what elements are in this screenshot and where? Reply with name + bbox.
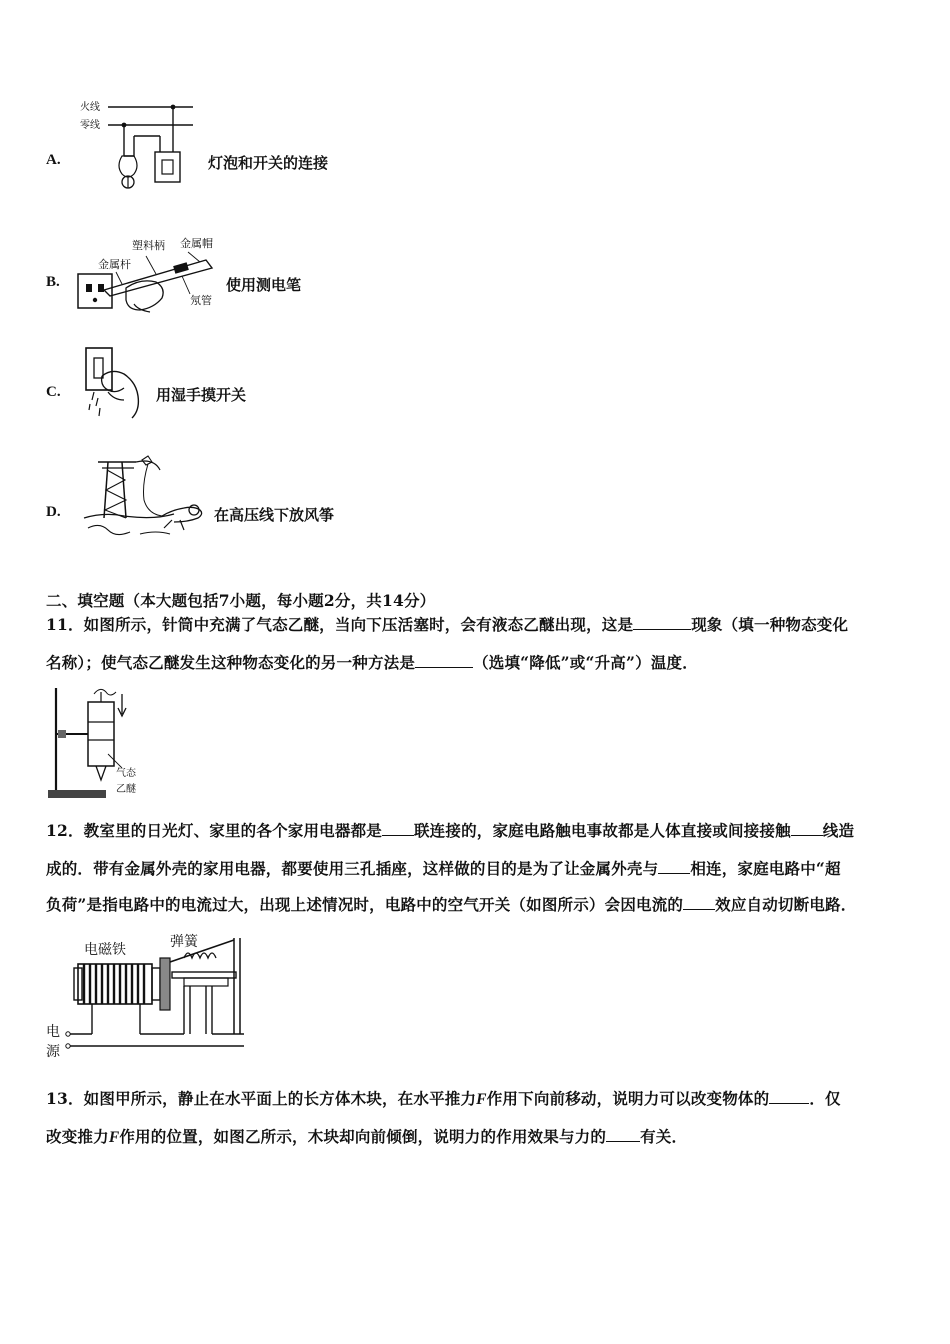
option-c-letter: C. [46,384,61,400]
q11-blank-1[interactable] [633,615,691,630]
electromagnet-label: 电磁铁 [84,942,126,958]
q12-line-1 [46,819,854,841]
neutral-wire-label: 零线 [80,120,100,131]
option-c-text: 用湿手摸开关 [156,386,247,404]
q12-text-3a: 负荷”是指电路中的电流过大，出现上述情况时，电路中的空气开关（如图所示）会因电流的 [46,895,684,914]
option-c-diagram [82,346,144,420]
q13-text-1b: 作用下向前移动，说明力可以改变物体的 [486,1089,770,1108]
q13-blank-1[interactable] [769,1089,809,1104]
ether-label: 乙醚 [116,784,136,795]
q12-text-1b: 联连接的，家庭电路触电事故都是人体直接或间接接触 [413,821,791,840]
q13-text-1c: ．仅 [809,1089,841,1108]
section-heading: 二、填空题（本大题包括7小题，每小题2分，共14分） [46,591,436,610]
q13-blank-2[interactable] [606,1127,640,1142]
q11-text-1b: 现象（填一种物态变化 [691,615,849,634]
option-d-text: 在高压线下放风筝 [214,506,335,524]
q11-line-1 [46,613,848,635]
option-b-text: 使用测电笔 [226,276,302,294]
option-a-letter: A. [46,152,61,168]
metal-rod-label: 金属杆 [98,258,131,271]
q12-circuit-breaker-diagram [44,928,250,1060]
power-label-2: 源 [46,1044,60,1060]
q13-text-2c: 有关． [640,1127,688,1146]
neon-tube-label: 氖管 [190,294,212,307]
q13-text-2b: 作用的位置，如图乙所示，木块却向前倾倒，说明力的作用效果与力的 [119,1127,607,1146]
q12-text-2a: 成的．带有金属外壳的家用电器，都要使用三孔插座，这样做的目的是为了让金属外壳与 [46,859,659,878]
spring-label: 弹簧 [170,934,198,950]
plastic-handle-label: 塑料柄 [132,239,165,252]
q13-var-f-1: F [476,1091,487,1108]
q11-text-2a: 名称）；使气态乙醚发生这种物态变化的另一种方法是 [46,653,416,672]
q12-blank-1[interactable] [382,821,414,836]
gaseous-label: 气态 [116,768,136,779]
q12-text-1a: 12．教室里的日光灯、家里的各个家用电器都是 [46,821,382,840]
option-b-diagram [76,234,226,316]
q13-text-2a: 改变推力 [46,1127,109,1146]
option-a-text: 灯泡和开关的连接 [208,154,329,172]
q11-line-2 [46,651,698,673]
q12-blank-3[interactable] [658,859,690,874]
q12-text-1c: 线造 [822,821,855,840]
q13-text-1a: 13．如图甲所示，静止在水平面上的长方体木块，在水平推力 [46,1089,477,1108]
q13-line-1 [46,1087,841,1109]
q11-syringe-diagram [46,684,146,802]
q12-blank-2[interactable] [791,821,823,836]
q12-line-3 [46,893,856,915]
q12-line-2 [46,857,841,879]
q12-text-2b: 相连，家庭电路中“超 [690,859,841,878]
option-d-letter: D. [46,504,61,520]
q12-text-3b: 效应自动切断电路． [715,895,857,914]
power-label-1: 电 [46,1024,60,1040]
q13-line-2 [46,1125,687,1147]
option-a-diagram [78,96,198,196]
q11-text-1a: 11．如图所示，针筒中充满了气态乙醚，当向下压活塞时，会有液态乙醚出现，这是 [46,615,634,634]
option-b-letter: B. [46,274,60,290]
q12-blank-4[interactable] [683,895,715,910]
q11-text-2b: （选填“降低”或“升高”）温度． [473,653,698,672]
live-wire-label: 火线 [80,102,100,113]
q11-blank-2[interactable] [415,653,473,668]
metal-cap-label: 金属帽 [180,237,213,250]
q13-var-f-2: F [108,1129,120,1146]
option-d-diagram [80,456,210,542]
